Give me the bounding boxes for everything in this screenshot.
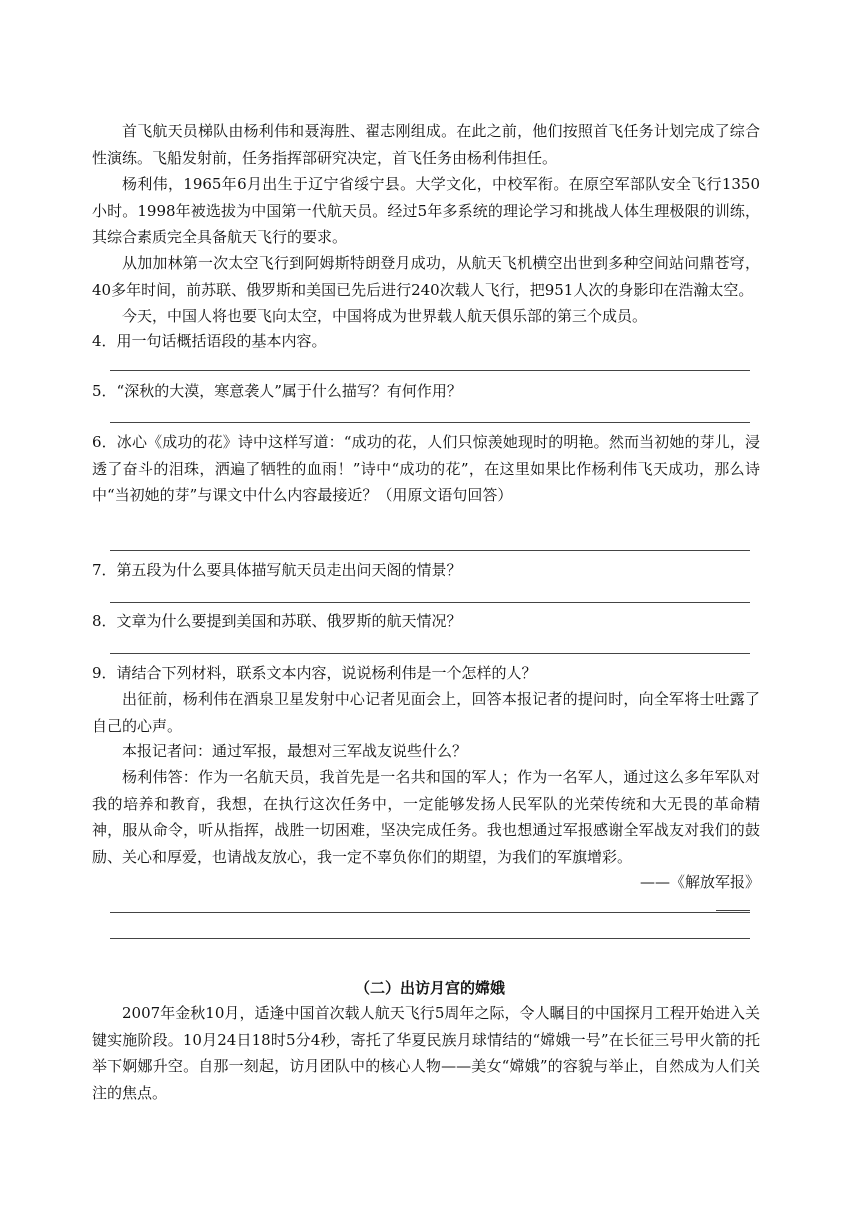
material-source: ——《解放军报》 (639, 873, 760, 891)
answer-line-6[interactable] (110, 550, 750, 551)
passage-paragraph-2: 杨利伟，1965年6月出生于辽宁省绥宁县。大学文化，中校军衔。在原空军部队安全飞行1350小时。1998年被选拔为中国第一代航天员。经过5年多系统的理论学习和挑战人体生理极限的训练，其综合素质完全具备航天飞行的要求。 (92, 175, 760, 246)
question-4: 4．用一句话概括语段的基本内容。 (92, 332, 327, 350)
answer-line-9-tail (716, 910, 750, 911)
question-7: 7．第五段为什么要具体描写航天员走出问天阁的情景？ (92, 561, 462, 579)
section-2-paragraph: 2007年金秋10月，适逢中国首次载人航天飞行5周年之际，令人瞩目的中国探月工程开始进入关键实施阶段。10月24日18时5分4秒，寄托了华夏民族月球情结的“嫦娥一号”在长征三号甲火箭的托举下婀娜升空。自那一刻起，访月团队中的核心人物——美女“嫦娥”的容貌与举止，自然成为人们关注的焦点。 (92, 1004, 760, 1102)
answer-line-8[interactable] (110, 653, 750, 654)
material-paragraph-2: 本报记者问：通过军报，最想对三军战友说些什么？ (122, 742, 468, 760)
material-paragraph-1: 出征前，杨利伟在酒泉卫星发射中心记者见面会上，回答本报记者的提问时，向全军将士吐露了自己的心声。 (92, 690, 760, 735)
passage-paragraph-4: 今天，中国人将也要飞向太空，中国将成为世界载人航天俱乐部的第三个成员。 (122, 307, 648, 325)
question-9: 9．请结合下列材料，联系文本内容，说说杨利伟是一个怎样的人？ (92, 664, 537, 682)
answer-line-7[interactable] (110, 602, 750, 603)
passage-paragraph-1: 首飞航天员梯队由杨利伟和聂海胜、翟志刚组成。在此之前，他们按照首飞任务计划完成了综合性演练。飞船发射前，任务指挥部研究决定，首飞任务由杨利伟担任。 (92, 122, 760, 167)
answer-line-9a[interactable] (110, 912, 750, 913)
question-6: 6．冰心《成功的花》诗中这样写道：“成功的花，人们只惊羡她现时的明艳。然而当初她的芽儿，浸透了奋斗的泪珠，洒遍了牺牲的血雨！”诗中“成功的花”，在这里如果比作杨利伟飞天成功，那么诗中“当初她的芽”与课文中什么内容最接近？（用原文语句回答） (92, 433, 760, 504)
answer-line-9b[interactable] (110, 938, 750, 939)
passage-paragraph-3: 从加加林第一次太空飞行到阿姆斯特朗登月成功，从航天飞机横空出世到多种空间站问鼎苍穹，40多年时间，前苏联、俄罗斯和美国已先后进行240次载人飞行，把951人次的身影印在浩瀚太空。 (92, 254, 760, 299)
answer-line-5[interactable] (110, 422, 750, 423)
question-8: 8．文章为什么要提到美国和苏联、俄罗斯的航天情况？ (92, 612, 462, 630)
section-2-title: （二）出访月宫的嫦娥 (354, 979, 505, 997)
answer-line-4[interactable] (110, 370, 750, 371)
question-5: 5．“深秋的大漠，寒意袭人”属于什么描写？有何作用？ (92, 382, 462, 400)
material-paragraph-3: 杨利伟答：作为一名航天员，我首先是一名共和国的军人；作为一名军人，通过这么多年军队对我的培养和教育，我想，在执行这次任务中，一定能够发扬人民军队的光荣传统和大无畏的革命精神，服从命令，听从指挥，战胜一切困难，坚决完成任务。我也想通过军报感谢全军战友对我们的鼓励、关心和厚爱，也请战友放心，我一定不辜负你们的期望，为我们的军旗增彩。 (92, 768, 760, 866)
